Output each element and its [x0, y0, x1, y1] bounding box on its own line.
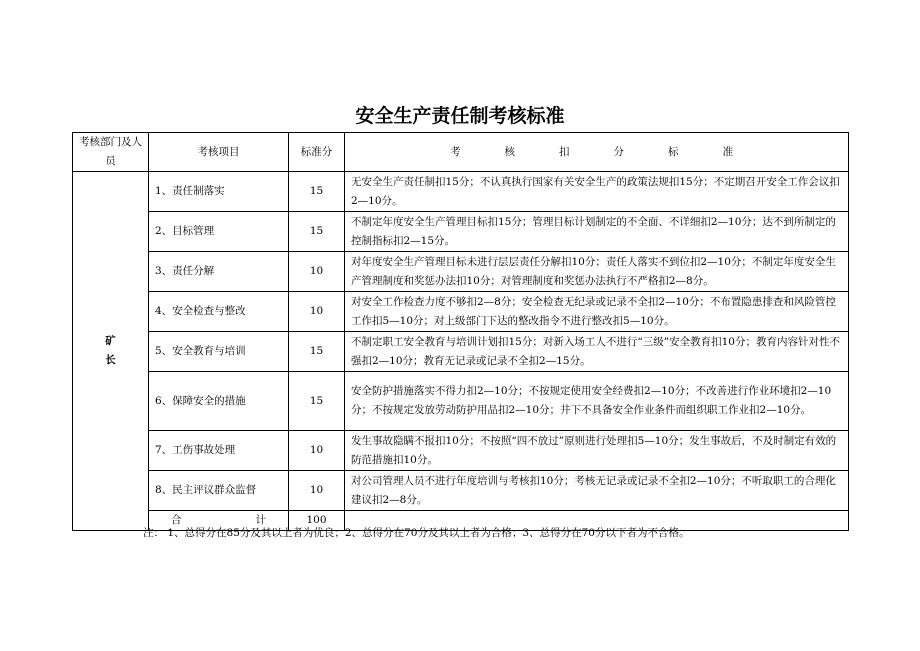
- header-score: 标准分: [289, 133, 345, 172]
- item-cell: 2、目标管理: [149, 212, 289, 252]
- table-row: [73, 212, 849, 252]
- footnote: 注： 1、总得分在85分及其以上者为优良；2、总得分在70分及其以上者为合格；3、总得分在70分以下者为不合格。: [143, 527, 690, 539]
- table-header-row: [73, 133, 849, 172]
- table-row: [73, 372, 849, 431]
- total-score: 100: [289, 511, 345, 531]
- item-cell: 5、安全教育与培训: [149, 332, 289, 372]
- table-row: [73, 471, 849, 511]
- criteria-cell: 对安全工作检查力度不够扣2—8分；安全检查无纪录或记录不全扣2—10分；不布置隐患排查和风险管控工作扣5—10分；对上级部门下达的整改指令不进行整改扣5—10分。: [345, 292, 849, 332]
- item-cell: 4、安全检查与整改: [149, 292, 289, 332]
- item-cell: 8、民主评议群众监督: [149, 471, 289, 511]
- total-label: 合计: [149, 511, 289, 531]
- page-title: 安全生产责任制考核标准: [355, 105, 565, 127]
- item-cell: 7、工伤事故处理: [149, 431, 289, 471]
- score-cell: 10: [289, 471, 345, 511]
- item-cell: 6、保障安全的措施: [149, 372, 289, 431]
- header-dept: 考核部门及人员: [73, 133, 149, 172]
- score-cell: 15: [289, 372, 345, 431]
- criteria-cell: 不制定职工安全教育与培训计划扣15分；对新入场工人不进行“三级”安全教育扣10分；教育内容针对性不强扣2—10分；教育无记录或记录不全扣2—15分。: [345, 332, 849, 372]
- score-cell: 10: [289, 252, 345, 292]
- criteria-cell: 对公司管理人员不进行年度培训与考核扣10分；考核无记录或记录不全扣2—10分；不听取职工的合理化建议扣2—8分。: [345, 471, 849, 511]
- criteria-cell: 发生事故隐瞒不报扣10分；不按照“四不放过”原则进行处理扣5—10分；发生事故后，不及时制定有效的防范措施扣10分。: [345, 431, 849, 471]
- score-cell: 15: [289, 332, 345, 372]
- item-cell: 1、责任制落实: [149, 172, 289, 212]
- table-row: [73, 292, 849, 332]
- header-criteria: 考核扣分标准: [345, 133, 849, 172]
- item-cell: 3、责任分解: [149, 252, 289, 292]
- criteria-cell: 安全防护措施落实不得力扣2—10分；不按规定使用安全经费扣2—10分；不改善进行作业环境扣2—10分；不按规定发放劳动防护用品扣2—10分；井下不具备安全作业条件而组织职工作业扣2—10分。: [345, 372, 849, 431]
- assessment-table: [72, 132, 849, 531]
- table-row: [73, 431, 849, 471]
- score-cell: 15: [289, 212, 345, 252]
- score-cell: 10: [289, 292, 345, 332]
- criteria-cell: 对年度安全生产管理目标未进行层层责任分解扣10分；责任人落实不到位扣2—10分；不制定年度安全生产管理制度和奖惩办法扣10分；对管理制度和奖惩办法执行不严格扣2—8分。: [345, 252, 849, 292]
- table-row: [73, 252, 849, 292]
- table-row: [73, 172, 849, 212]
- header-item: 考核项目: [149, 133, 289, 172]
- table-row: [73, 332, 849, 372]
- score-cell: 15: [289, 172, 345, 212]
- dept-name: 矿 长: [105, 335, 116, 366]
- criteria-cell: 不制定年度安全生产管理目标扣15分；管理目标计划制定的不全面、不详细扣2—10分；达不到所制定的控制指标扣2—15分。: [345, 212, 849, 252]
- dept-cell: [73, 172, 149, 531]
- criteria-cell: 无安全生产责任制扣15分；不认真执行国家有关安全生产的政策法规扣15分；不定期召开安全工作会议扣2—10分。: [345, 172, 849, 212]
- score-cell: 10: [289, 431, 345, 471]
